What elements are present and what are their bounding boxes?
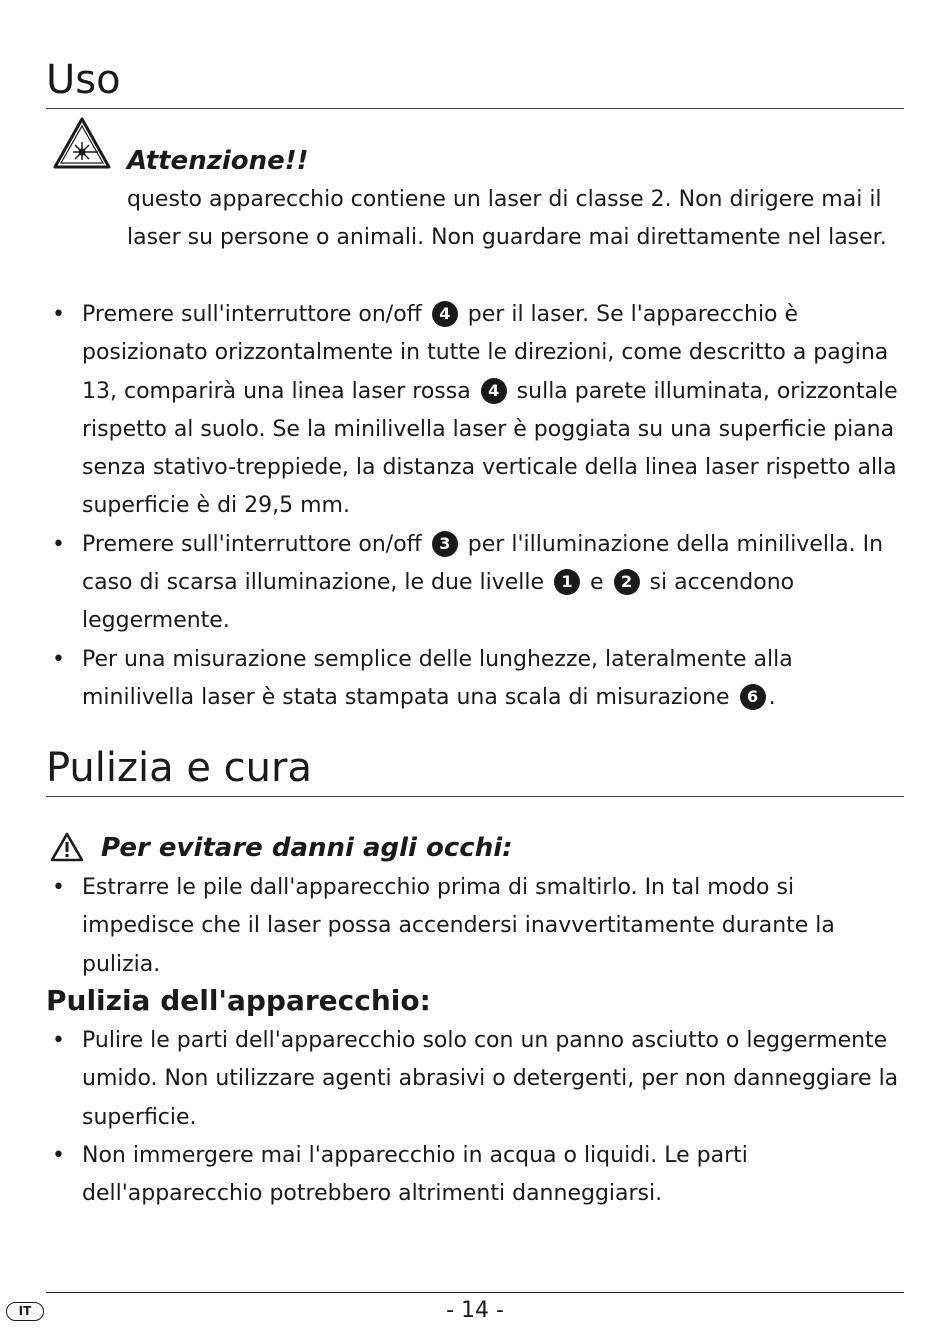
warning-body: questo apparecchio contiene un laser di classe 2. Non dirigere mai il laser su persone o animali. Non guardare mai direttamente nel laser.	[127, 187, 887, 251]
usage-bullet-list	[46, 296, 908, 717]
callout-number-badge: 4	[432, 301, 458, 327]
section-title-uso: Uso	[46, 57, 121, 103]
laser-warning-icon	[52, 116, 112, 170]
language-badge: IT	[6, 1302, 44, 1321]
callout-number-badge: 4	[481, 378, 507, 404]
list-item: • Premere sull'interruttore on/off 3 per l'illuminazione della minilivella. In caso di scarsa illuminazione, le due livelle 1 e 2 si accendono leggermente.	[46, 526, 908, 641]
callout-number-badge: 6	[740, 684, 766, 710]
callout-number-badge: 1	[554, 569, 580, 595]
section-title-pulizia: Pulizia e cura	[46, 745, 312, 791]
subsection-title: Pulizia dell'apparecchio:	[46, 984, 431, 1017]
footer-rule	[46, 1292, 904, 1293]
list-item: • Non immergere mai l'apparecchio in acqua o liquidi. Le parti dell'apparecchio potrebbero altrimenti danneggiarsi.	[46, 1137, 908, 1214]
callout-number-badge: 2	[614, 569, 640, 595]
warning-title: Attenzione!!	[127, 146, 309, 176]
list-item: • Pulire le parti dell'apparecchio solo con un panno asciutto o leggermente umido. Non utilizzare agenti abrasivi o detergenti, per non danneggiare la superficie.	[46, 1022, 908, 1137]
list-item: • Premere sull'interruttore on/off 4 per il laser. Se l'apparecchio è posizionato orizzontalmente in tutte le direzioni, come descritto a pagina 13, comparirà una linea laser rossa 4 sulla parete illuminata, orizzontale rispetto al suolo. Se la minilivella laser è poggiata su una superficie piana senza stativo-treppiede, la distanza verticale della linea laser rispetto alla superficie è di 29,5 mm.	[46, 296, 908, 526]
warning-triangle-icon	[50, 832, 84, 862]
title-rule	[46, 108, 904, 109]
page-number: - 14 -	[446, 1298, 504, 1323]
list-item: • Per una misurazione semplice delle lunghezze, lateralmente alla minilivella laser è stata stampata una scala di misurazione 6 .	[46, 641, 908, 718]
title-rule	[46, 796, 904, 797]
cleaning-bullet-list	[46, 1022, 908, 1213]
eye-warning-list	[46, 869, 908, 984]
eye-warning-title: Per evitare danni agli occhi:	[101, 833, 513, 863]
list-item: • Estrarre le pile dall'apparecchio prima di smaltirlo. In tal modo si impedisce che il laser possa accendersi inavvertitamente durante la pulizia.	[46, 869, 908, 984]
callout-number-badge: 3	[432, 531, 458, 557]
